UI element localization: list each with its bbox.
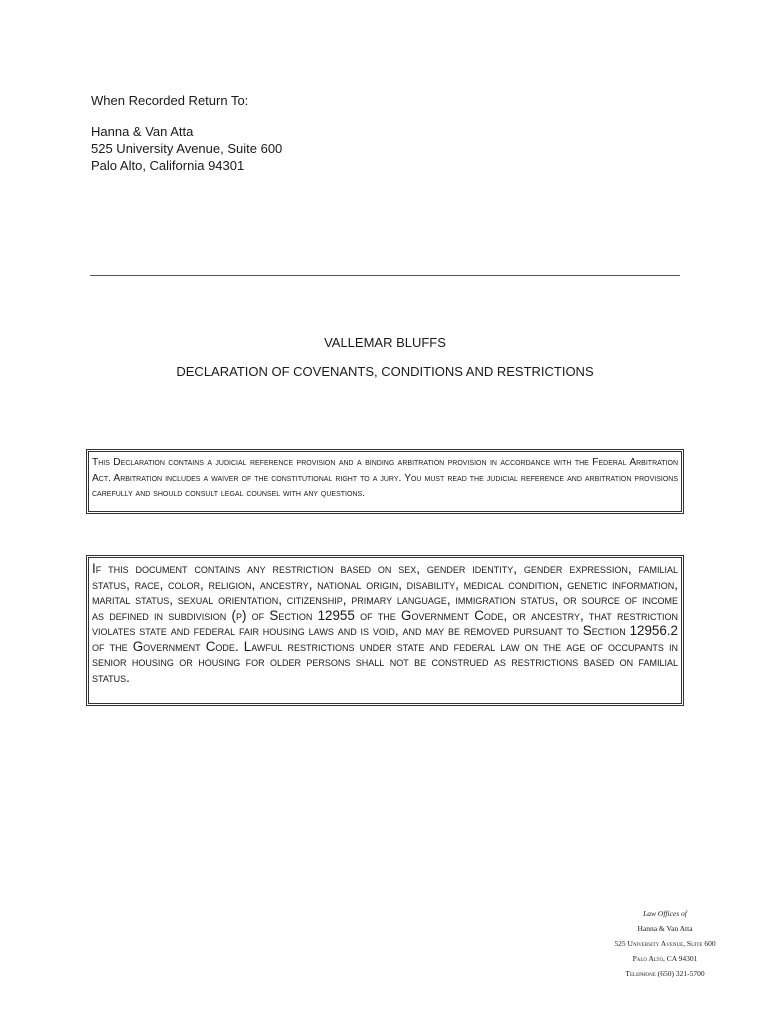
footer-phone: Telephone (650) 321-5700 [625, 969, 705, 978]
footer-address: 525 University Avenue, Suite 600 [614, 939, 716, 948]
document-title: VALLEMAR BLUFFS [324, 335, 446, 350]
return-address-block [91, 92, 282, 174]
return-street-line: 525 University Avenue, Suite 600 [91, 141, 283, 156]
footer-city: Palo Alto, CA 94301 [632, 954, 698, 963]
recording-divider [90, 275, 680, 276]
law-office-footer [600, 906, 730, 981]
fair-housing-notice-text: If this document contains any restriction based on sex, gender identity, gender expression, familial status, race, color, religion, ancestry, national origin, disability, medical condition, genetic information, marital status, sexual orientation, citizenship, primary language, immigration status, or source of income as defined in subdivision (p) of Section 12955 of the Government Code, or ancestry, that restriction violates state and federal fair housing laws and is void, and may be removed pursuant to Section 12956.2 of the Government Code. Lawful restrictions under state and federal law on the age of occupants in senior housing or housing for older persons shall not be construed as restrictions based on familial status. [92, 561, 678, 685]
return-city-line: Palo Alto, California 94301 [91, 158, 245, 173]
footer-label: Law Offices of [643, 909, 687, 918]
arbitration-notice-text: This Declaration contains a judicial reference provision and a binding arbitration provision in accordance with the Federal Arbitration Act. Arbitration includes a waiver of the constitutional right to a jury. You must read the judicial reference and arbitration provisions carefully and should consult legal counsel with any questions. [92, 457, 678, 500]
fair-housing-notice-box [86, 555, 684, 706]
arbitration-notice-box [86, 449, 684, 514]
document-subtitle: DECLARATION OF COVENANTS, CONDITIONS AND RESTRICTIONS [176, 364, 594, 379]
return-heading: When Recorded Return To: [91, 93, 249, 108]
return-firm-line: Hanna & Van Atta [91, 124, 194, 139]
footer-firm: Hanna & Van Atta [637, 924, 693, 933]
